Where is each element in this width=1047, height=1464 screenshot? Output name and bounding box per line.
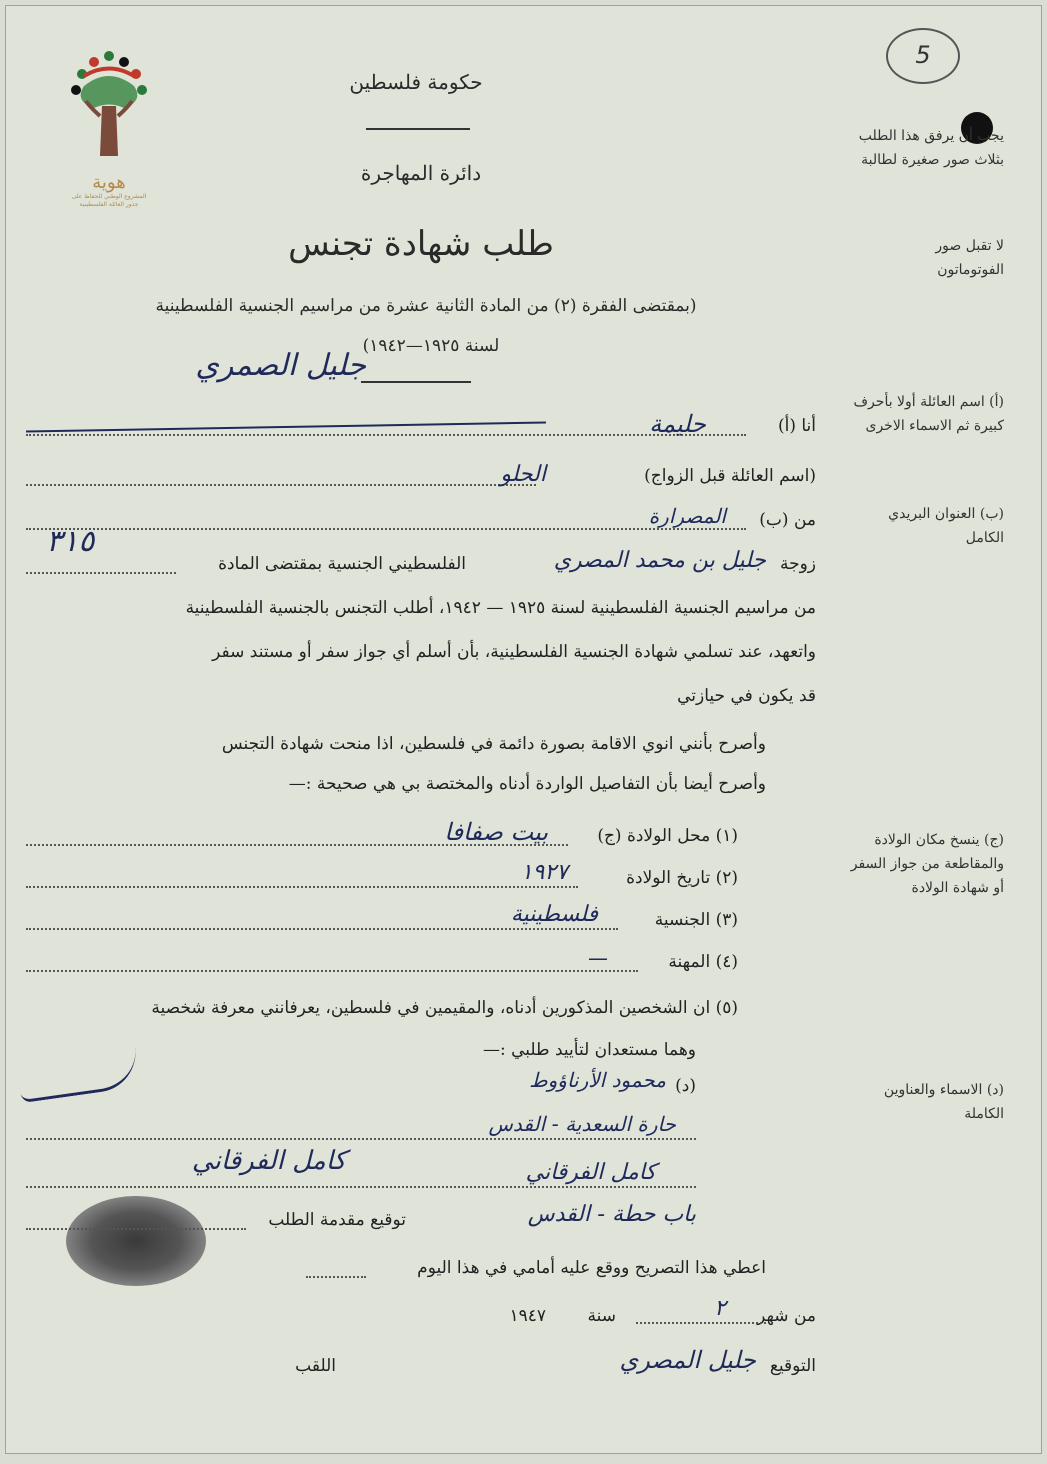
side-note-a: (أ) اسم العائلة أولا بأحرف كبيرة ثم الاسماء الاخرى — [853, 394, 1004, 434]
statement-3: قد يكون في حيازتي — [677, 686, 816, 706]
form-year-line: لسنة ١٩٢٥—١٩٤٢) — [362, 336, 500, 356]
item5-line2: وهما مستعدان لتأييد طلبي :— — [483, 1040, 696, 1060]
wife-rest: الفلسطيني الجنسية بمقتضى المادة — [218, 554, 466, 574]
witness2-dots — [26, 1186, 696, 1188]
a-dots — [26, 434, 746, 436]
handwritten-name-margin: كامل الفرقاني — [191, 1146, 346, 1176]
month-value: ٢ — [714, 1296, 726, 1321]
logo-name: هوية — [92, 172, 126, 193]
item3-value: فلسطينية — [510, 902, 598, 927]
logo-tagline-2: جذور العائلة الفلسطينية — [79, 201, 139, 208]
item-3 — [26, 902, 738, 940]
header-rule — [366, 128, 470, 130]
item4-value: — — [588, 946, 608, 970]
statement-1: من مراسيم الجنسية الفلسطينية لسنة ١٩٢٥ — ١٩٤٢، أطلب التجنس بالجنسية الفلسطينية — [185, 598, 816, 618]
item-2 — [26, 860, 738, 898]
logo — [64, 46, 154, 226]
b-value: المصرارة — [648, 504, 726, 528]
item2-label: (٢) تاريخ الولادة — [626, 868, 738, 888]
year-label: سنة — [587, 1306, 616, 1326]
government-heading: حكومة فلسطين — [349, 70, 483, 94]
wife-value: جليل بن محمد المصري — [553, 548, 766, 573]
form-title: طلب شهادة تجنس — [288, 224, 554, 264]
applicant-signature — [26, 1210, 406, 1240]
item4-label: (٤) المهنة — [668, 952, 738, 972]
side-note-c: (ج) ينسخ مكان الولادة والمقاطعة من جواز السفر أو شهادة الولادة — [850, 832, 1004, 896]
item3-dots — [26, 928, 618, 930]
sign-value: جليل المصري — [619, 1346, 756, 1374]
wife-dots — [26, 572, 176, 574]
month-dots — [636, 1322, 766, 1324]
declare-2: وأصرح أيضا بأن التفاصيل الواردة أدناه والمختصة بي هي صحيحة :— — [288, 774, 766, 794]
a-value: حليمة — [649, 410, 706, 438]
side-note-b: (ب) العنوان البريدي الكامل — [888, 506, 1004, 546]
sign-label: التوقيع — [769, 1356, 816, 1376]
item4-dots — [26, 970, 638, 972]
maiden-dots — [26, 484, 536, 486]
item5-line1: (٥) ان الشخصين المذكورين أدناه، والمقيمين في فلسطين، يعرفانني معرفة شخصية — [151, 998, 738, 1018]
signature-label: توقيع مقدمة الطلب — [268, 1210, 406, 1230]
sign-line — [506, 1346, 816, 1386]
form-subtitle: (بمقتضى الفقرة (٢) من المادة الثانية عشرة من مراسيم الجنسية الفلسطينية — [155, 296, 697, 316]
maiden-value: الحلو — [500, 462, 546, 487]
side-note-d: (د) الاسماء والعناوين الكاملة — [883, 1082, 1004, 1122]
wife-label: زوجة — [779, 554, 816, 574]
statement-2: واتعهد، عند تسلمي شهادة الجنسية الفلسطينية، بأن أسلم أي جواز سفر أو مستند سفر — [212, 642, 816, 662]
document-page — [5, 5, 1042, 1454]
witness2-value: كامل الفرقاني — [525, 1160, 656, 1185]
logo-tagline-1: المشروع الوطني للحفاظ على — [71, 193, 147, 200]
item-4 — [26, 946, 738, 982]
side-note-no-automatic: لا تقبل صور الفوتوماتون — [935, 238, 1004, 278]
date-line — [436, 1296, 816, 1334]
year-rule — [361, 381, 471, 383]
witness1-addr-dots — [26, 1138, 696, 1140]
year-value: ١٩٤٧ — [509, 1306, 546, 1326]
declare-1: وأصرح بأنني انوي الاقامة بصورة دائمة في فلسطين، اذا منحت شهادة التجنس — [221, 734, 766, 754]
item1-label: (١) محل الولادة (ج) — [597, 826, 738, 846]
corner-number: 5 — [886, 28, 960, 84]
witness1-label: (د) — [675, 1076, 696, 1096]
department-heading: دائرة المهاجرة — [360, 161, 482, 185]
witness-2 — [26, 1160, 696, 1198]
side-note-photos: يجب أن يرفق هذا الطلب بثلاث صور صغيرة لطالبة — [858, 128, 1004, 168]
title-label: اللقب — [295, 1356, 336, 1376]
oath-text: اعطي هذا التصريح ووقع عليه أمامي في هذا اليوم — [417, 1258, 766, 1278]
article-number: ٣١٥ — [46, 524, 95, 559]
line-wife — [26, 548, 816, 584]
line-a — [26, 410, 816, 446]
month-label: من شهر — [757, 1306, 816, 1326]
witness-1 — [26, 1068, 696, 1106]
item2-dots — [26, 886, 578, 888]
witness1-value: محمود الأرناؤوط — [529, 1068, 666, 1092]
logo-tagline — [64, 193, 154, 209]
tree-logo-icon — [64, 46, 154, 176]
handwritten-name-top: جليل الصمري — [195, 348, 366, 383]
maiden-label: (اسم العائلة قبل الزواج) — [644, 466, 816, 486]
signature-dots — [26, 1228, 246, 1230]
item3-label: (٣) الجنسية — [654, 910, 738, 930]
b-label: من (ب) — [759, 510, 816, 530]
oath-line — [306, 1258, 766, 1288]
item1-value: بيت صفافا — [444, 818, 548, 846]
witness2-addr: باب حطة - القدس — [527, 1202, 696, 1227]
item2-value: ١٩٢٧ — [520, 860, 568, 885]
oath-dots — [306, 1276, 366, 1278]
a-label: أنا (أ) — [777, 416, 816, 436]
item-1 — [26, 818, 738, 856]
witness1-addr: حارة السعدية - القدس — [488, 1112, 676, 1136]
line-maiden — [26, 462, 816, 496]
